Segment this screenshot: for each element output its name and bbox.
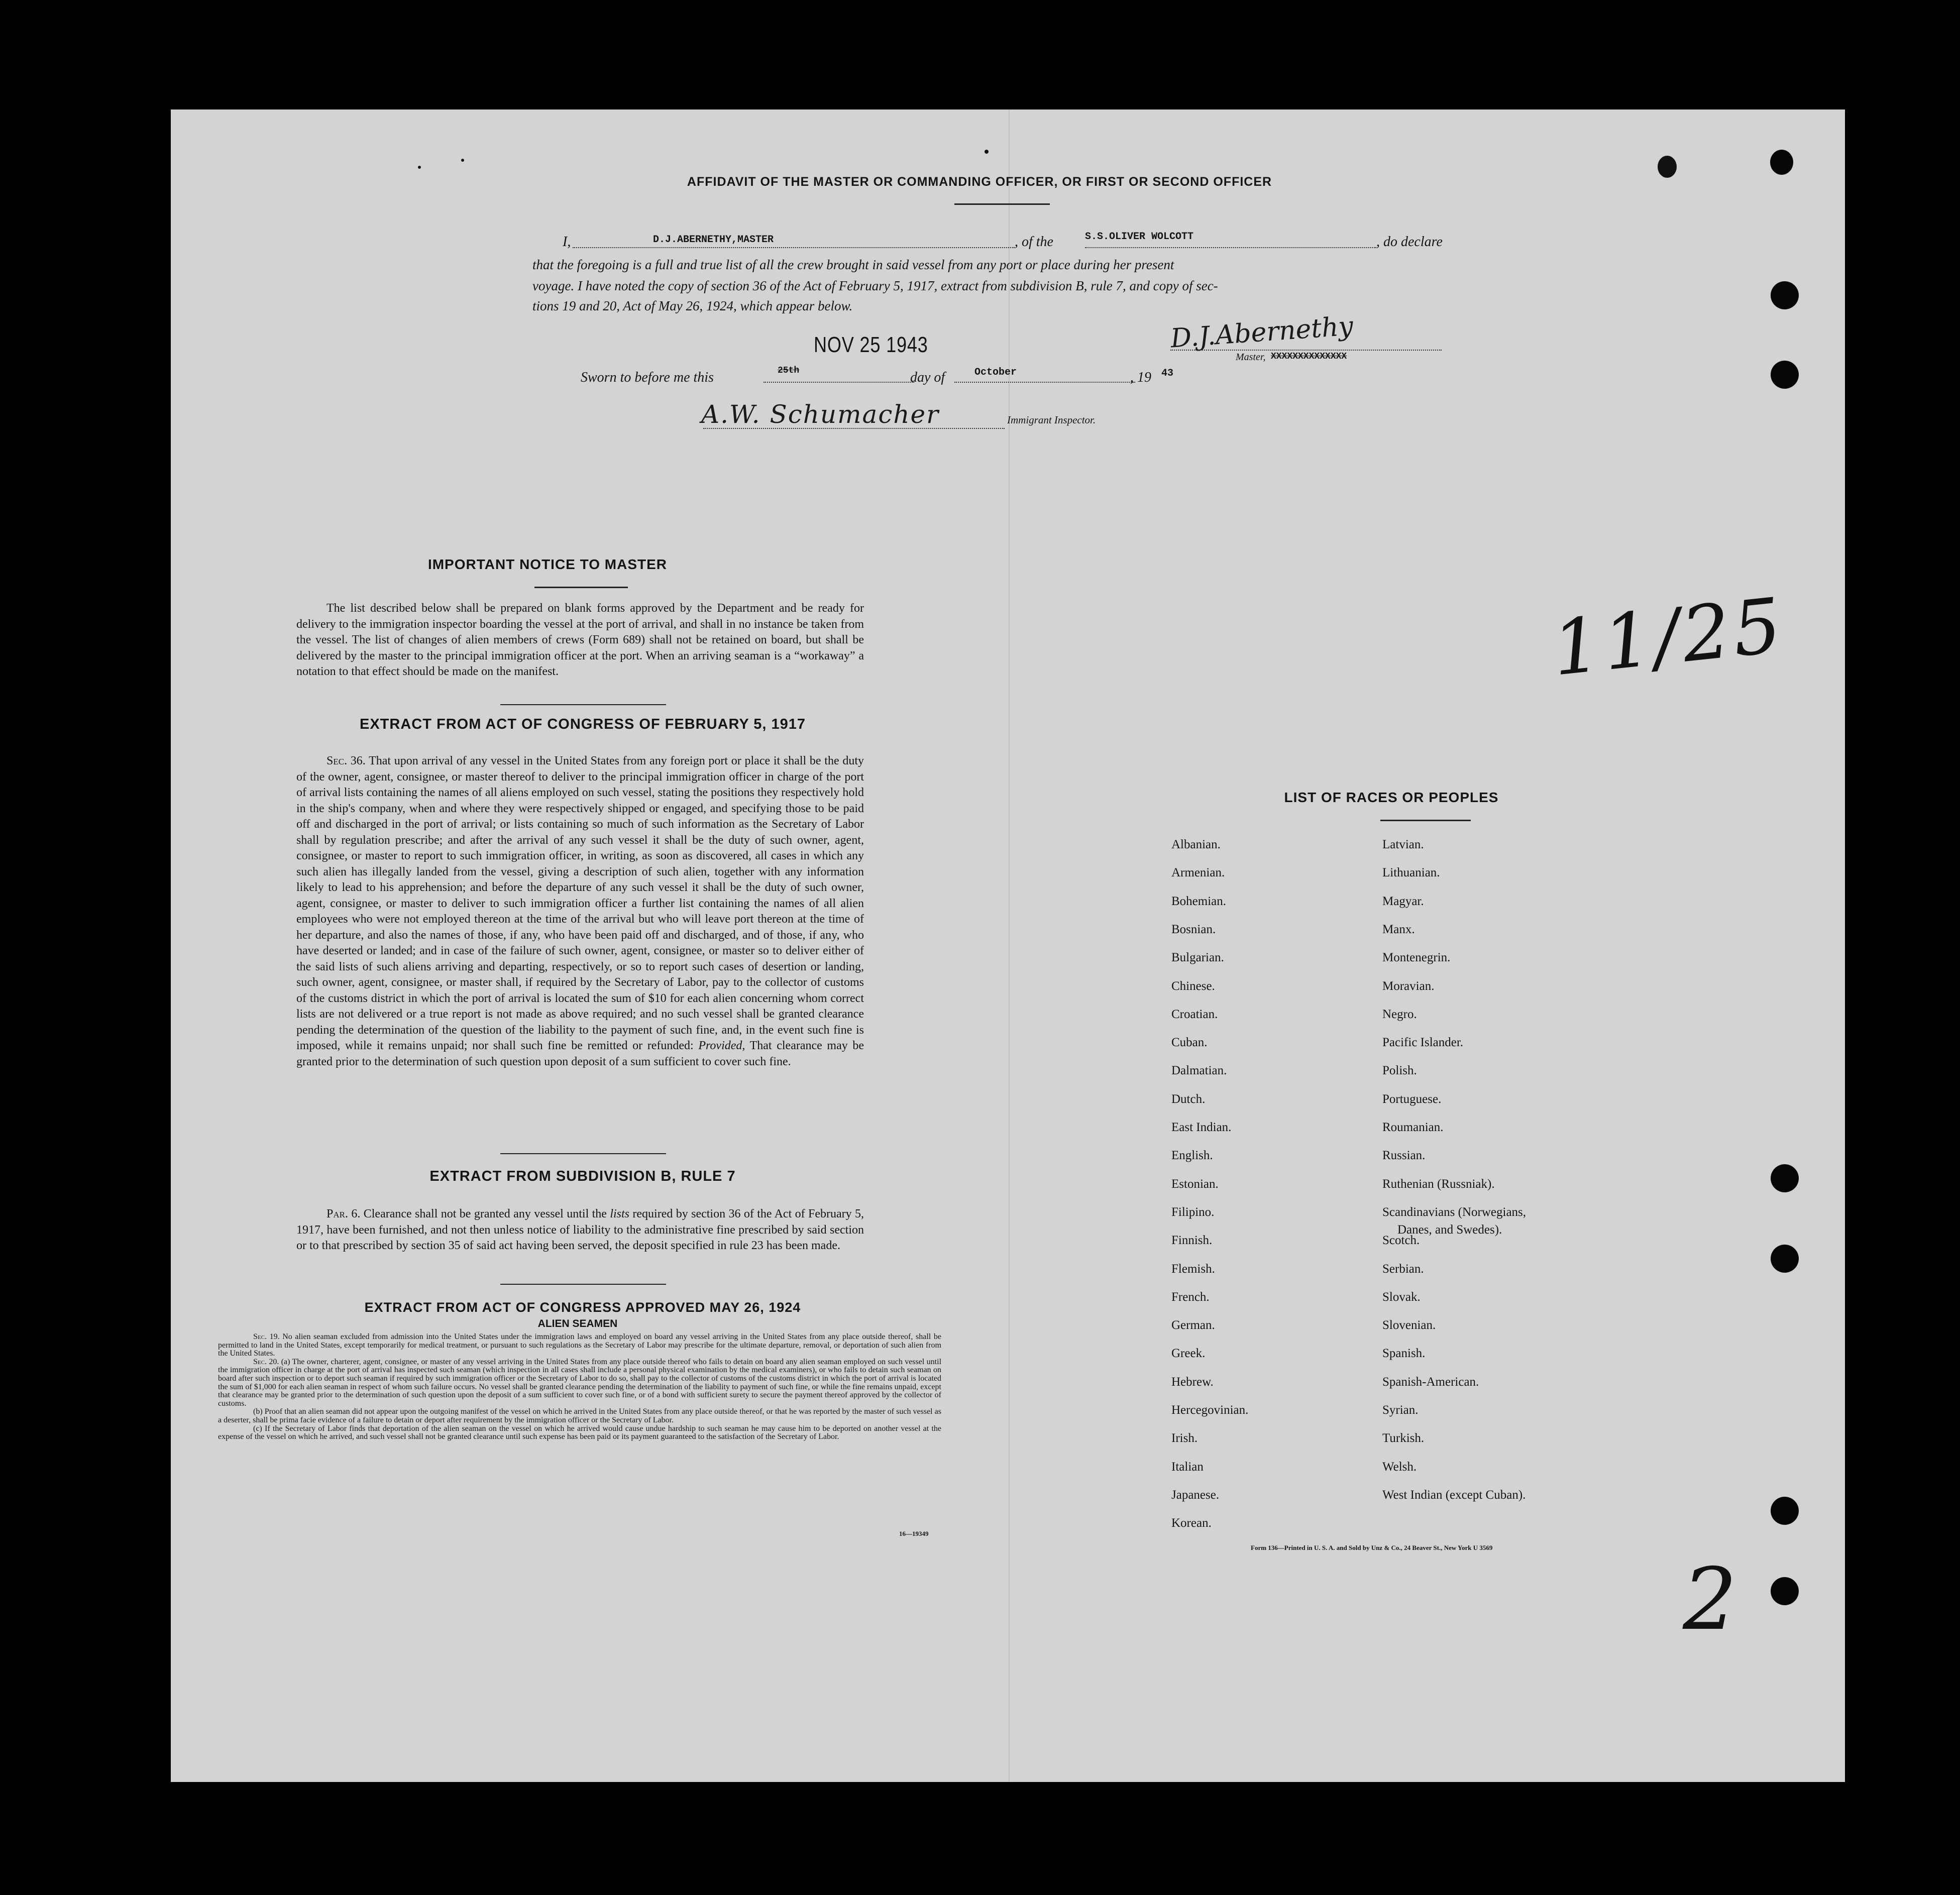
races-title: LIST OF RACES OR PEOPLES <box>1284 790 1499 805</box>
punch-hole-2 <box>1771 281 1799 309</box>
paragraph-6-label: Par. 6. <box>326 1207 361 1220</box>
paragraph-6-body-b: required by section 36 of the Act of February 5, 1917, have been furnished, and not then unless notice of liability to the administrative fine prescribed by said section or to that prescribed by section 35 of said act having been served, the deposit specified in rule 23 has been made. <box>296 1207 864 1252</box>
race-item: Croatian. <box>1171 1007 1218 1021</box>
master-signature-line <box>1170 350 1442 351</box>
race-item: Italian <box>1171 1460 1204 1474</box>
race-item: East Indian. <box>1171 1121 1232 1134</box>
section-19-body: No alien seaman excluded from admission into the United States under the immigration laws and employed on board any vessel arriving in the United States from any place outside thereof, shall be permitted to land in the United States, except temporarily for medical treatment, or pursuant to such regulations as the Secretary of Labor may prescribe for the ultimate departure, removal, or deportation of such alien from the United States. <box>218 1332 941 1358</box>
extract-1924-text <box>218 1333 941 1441</box>
extract-1924-title: EXTRACT FROM ACT OF CONGRESS APPROVED MAY 26, 1924 <box>364 1300 801 1315</box>
affidavit-body-line-1: that the foregoing is a full and true list of all the crew brought in said vessel from any port or place during her present <box>532 257 1174 272</box>
race-item: German. <box>1171 1318 1215 1332</box>
affidavit-body-line-2: voyage. I have noted the copy of section 36 of the Act of February 5, 1917, extract from subdivision B, rule 7, and copy of sec- <box>532 278 1218 293</box>
inspector-signature: A.W. Schumacher <box>701 400 940 429</box>
race-item: Roumanian. <box>1382 1121 1444 1134</box>
affidavit-title: AFFIDAVIT OF THE MASTER OR COMMANDING OFFICER, OR FIRST OR SECOND OFFICER <box>687 175 1272 189</box>
extract-1917-end-rule <box>500 1153 666 1154</box>
ink-spot <box>1658 156 1677 178</box>
sworn-year: 43 <box>1161 368 1174 379</box>
race-item: Moravian. <box>1382 979 1435 993</box>
notice-text: The list described below shall be prepared on blank forms approved by the Department and be ready for delivery to the immigration inspector boarding the vessel at the port of arrival, and shall in no instance be taken from the vessel. The list of changes of alien members of crews (Form 689) shall not be retained on board, but shall be delivered by the master to the principal immigration officer at the port. When an arriving seaman is a “workaway” a notation to that effect should be made on the manifest. <box>296 602 864 678</box>
punch-hole-3 <box>1771 361 1799 389</box>
race-item: French. <box>1171 1290 1210 1304</box>
race-item: Armenian. <box>1171 866 1225 880</box>
ink-speck-2 <box>461 159 464 162</box>
race-item: Irish. <box>1171 1431 1198 1445</box>
form-footer: Form 136—Printed in U. S. A. and Sold by Unz & Co., 24 Beaver St., New York U 3569 <box>1251 1544 1493 1551</box>
inspector-signature-line <box>703 428 1005 429</box>
race-item: Slovak. <box>1382 1290 1421 1304</box>
race-item: Ruthenian (Russniak). <box>1382 1177 1495 1191</box>
master-label: Master, <box>1236 352 1266 363</box>
alien-seamen-subtitle: ALIEN SEAMEN <box>537 1318 618 1329</box>
race-item: Polish. <box>1382 1064 1417 1078</box>
rule-7-title: EXTRACT FROM SUBDIVISION B, RULE 7 <box>429 1168 736 1184</box>
page-fold <box>1009 109 1010 1782</box>
name-field-line <box>573 247 1015 248</box>
handwritten-mark: 2 <box>1683 1550 1737 1649</box>
paragraph-6-body-a: Clearance shall not be granted any vessel until the <box>363 1207 607 1220</box>
race-item: English. <box>1171 1149 1213 1163</box>
section-36-label: Sec. 36. <box>326 754 366 767</box>
race-item: Portuguese. <box>1382 1092 1442 1106</box>
sworn-day-struck: 25th <box>778 366 800 376</box>
section-20a-body: (a) The owner, charterer, agent, consignee, or master of any vessel arriving in the United States from any place outside thereof who fails to detain on board any alien seaman employed on such vessel until the immigration officer in charge at the port of arrival has inspected such seaman (which inspection in all cases shall include a personal physical examination by the medical examiners), or who fails to detain such seaman on board after such inspection or to deport such seaman if required by such immigration officer or the Secretary of Labor to do so, shall pay to the collector of customs of the customs district in which the port of arrival is located the sum of $1,000 for each alien seaman in respect of whom such failure occurs. No vessel shall be granted clearance pending the determination of the liability to payment of such fine, or while the fine remains unpaid, except that clearance may be granted prior to the determination of such question upon the deposit of a sum sufficient to cover such fine, or of a bond with sufficient surety to secure the payment thereof approved by the collector of customs. <box>218 1357 942 1408</box>
section-20-label: Sec. 20. <box>253 1357 279 1366</box>
race-item: West Indian (except Cuban). <box>1382 1488 1526 1502</box>
affidavit-prefix: I, <box>563 234 571 250</box>
race-item: Slovenian. <box>1382 1318 1436 1332</box>
section-36-body: That upon arrival of any vessel in the United States from any foreign port or place it shall be the duty of the owner, agent, consignee, or master thereof to deliver to the principal immigration officer in charge of the port of arrival lists containing the names of all aliens employed on such vessel, stating the positions they respectively hold in the ship's company, when and where they were respectively shipped or engaged, and specifying those to be paid off and discharged in the port of arrival; or lists containing so much of such information as the Secretary of Labor shall by regulation prescribe; and after the arrival of any such vessel it shall be the duty of such owner, agent, consignee, or master to report to such immigration officer, in writing, as soon as discovered, all cases in which any such alien has illegally landed from the vessel, giving a description of such alien, together with any information likely to lead to his apprehension; and before the departure of any such vessel it shall be the duty of such owner, agent, consignee, or master to deliver to such immigration officer a further list containing the names of all alien employees who were not employed thereon at the time of the arrival but who will leave port thereon at the time of her departure, and also the names of those, if any, who have been paid off and discharged, and of those, if any, who have deserted or landed; and in case of the failure of such owner, agent, consignee, or master so to deliver either of the said lists of such aliens arriving and departing, respectively, or so to report such cases of desertion or landing, such owner, agent, consignee, or master shall, if required by the Secretary of Labor, pay to the collector of customs of the customs district in which the port of arrival is located the sum of $10 for each alien concerning whom correct lists are not delivered or a true report is not made as above required; and no such vessel shall be granted clearance pending the determination of the question of the liability to the payment of such fine, and, in the event such fine is imposed, while it remains unpaid; nor shall such fine be remitted or refunded: <box>296 754 864 1052</box>
race-item: Serbian. <box>1382 1262 1424 1276</box>
race-item: Spanish. <box>1382 1347 1426 1361</box>
race-item: Filipino. <box>1171 1205 1215 1219</box>
punch-hole-5 <box>1771 1245 1799 1273</box>
sworn-label: Sworn to before me this <box>581 370 714 385</box>
race-item: Spanish-American. <box>1382 1375 1479 1389</box>
race-item: Scandinavians (Norwegians, <box>1382 1205 1527 1219</box>
race-item: Dalmatian. <box>1171 1064 1227 1078</box>
race-item: Greek. <box>1171 1347 1206 1361</box>
handwritten-date: 11/25 <box>1548 582 1789 693</box>
punch-hole-1 <box>1770 150 1793 175</box>
race-item: Montenegrin. <box>1382 951 1451 965</box>
races-title-rule <box>1380 820 1471 821</box>
race-item: Russian. <box>1382 1149 1426 1163</box>
race-item: Hercegovinian. <box>1171 1403 1249 1417</box>
race-item: Latvian. <box>1382 838 1424 851</box>
race-item: Syrian. <box>1382 1403 1419 1417</box>
day-field-line <box>764 382 914 383</box>
punch-hole-6 <box>1771 1497 1799 1525</box>
section-20c-body: (c) If the Secretary of Labor finds that deportation of the alien seaman on the vessel on which he arrived would cause undue hardship to such seaman he may cause him to be deported on another vessel at the expense of the vessel on which he arrived, and such vessel shall not be granted clearance until such expense has been paid or its payment guaranteed to the satisfaction of the Secretary of Labor. <box>218 1424 941 1441</box>
lists-word: lists <box>610 1207 630 1220</box>
of-the-label: , of the <box>1015 234 1053 250</box>
ink-speck-3 <box>985 150 989 154</box>
master-name-field: D.J.ABERNETHY,MASTER <box>653 234 774 246</box>
affidavit-body-line-3: tions 19 and 20, Act of May 26, 1924, which appear below. <box>532 298 853 313</box>
race-item: Flemish. <box>1171 1262 1215 1276</box>
extract-1917-text <box>296 753 864 1070</box>
notice-title-rule <box>534 587 628 588</box>
race-item: Dutch. <box>1171 1092 1206 1106</box>
race-item: Lithuanian. <box>1382 866 1440 880</box>
do-declare-label: , do declare <box>1376 234 1443 250</box>
punch-hole-7 <box>1771 1577 1799 1605</box>
race-item: Cuban. <box>1171 1036 1208 1050</box>
race-item: Bohemian. <box>1171 894 1227 908</box>
extract-1917-title: EXTRACT FROM ACT OF CONGRESS OF FEBRUARY 5, 1917 <box>359 716 806 732</box>
notice-end-rule <box>500 704 666 705</box>
race-item: Korean. <box>1171 1516 1212 1530</box>
notice-title: IMPORTANT NOTICE TO MASTER <box>427 556 668 572</box>
race-item: Bulgarian. <box>1171 951 1224 965</box>
race-item: Hebrew. <box>1171 1375 1214 1389</box>
race-item: Finnish. <box>1171 1234 1213 1248</box>
race-item: Albanian. <box>1171 838 1221 851</box>
day-of-label: day of <box>910 370 945 385</box>
punch-hole-4 <box>1771 1164 1799 1192</box>
section-36-end: That clearance may be granted prior to the determination of such question upon deposit of a sum sufficient to cover such fine. <box>296 1039 864 1068</box>
rule-7-end-rule <box>500 1284 666 1285</box>
section-20b-body: (b) Proof that an alien seaman did not appear upon the outgoing manifest of the vessel on which he arrived in the United States from any place outside thereof, or that he was reported by the master of such vessel as a deserter, shall be prima facie evidence of a failure to detain or deport after requirement by the immigration officer or the Secretary of Labor. <box>218 1407 941 1424</box>
provided-word: Provided, <box>698 1039 745 1052</box>
race-item: Danes, and Swedes). <box>1397 1222 1502 1237</box>
race-item: Negro. <box>1382 1007 1417 1021</box>
year-prefix: , 19 <box>1130 370 1151 385</box>
rule-7-text <box>296 1206 864 1254</box>
race-item: Japanese. <box>1171 1488 1220 1502</box>
race-item: Scotch. <box>1382 1234 1420 1248</box>
section-19-label: Sec. 19. <box>253 1332 280 1341</box>
form-code: 16—19349 <box>899 1530 929 1537</box>
vessel-field-line <box>1085 247 1376 248</box>
race-item: Pacific Islander. <box>1382 1036 1464 1050</box>
sworn-month: October <box>974 367 1017 378</box>
date-stamp: NOV 25 1943 <box>814 332 928 357</box>
race-item: Estonian. <box>1171 1177 1219 1191</box>
affidavit-title-rule <box>954 203 1050 205</box>
vessel-name-field: S.S.OLIVER WOLCOTT <box>1085 231 1194 243</box>
race-item: Magyar. <box>1382 894 1424 908</box>
race-item: Welsh. <box>1382 1460 1417 1474</box>
ink-speck-1 <box>418 166 421 169</box>
race-item: Turkish. <box>1382 1431 1425 1445</box>
month-field-line <box>954 382 1135 383</box>
race-item: Bosnian. <box>1171 922 1216 936</box>
master-signature: D.J.Abernethy <box>1169 311 1354 354</box>
race-item: Manx. <box>1382 922 1415 936</box>
race-item: Chinese. <box>1171 979 1215 993</box>
inspector-label: Immigrant Inspector. <box>1007 414 1096 426</box>
master-title-struck: XXXXXXXXXXXXXX <box>1271 352 1347 362</box>
